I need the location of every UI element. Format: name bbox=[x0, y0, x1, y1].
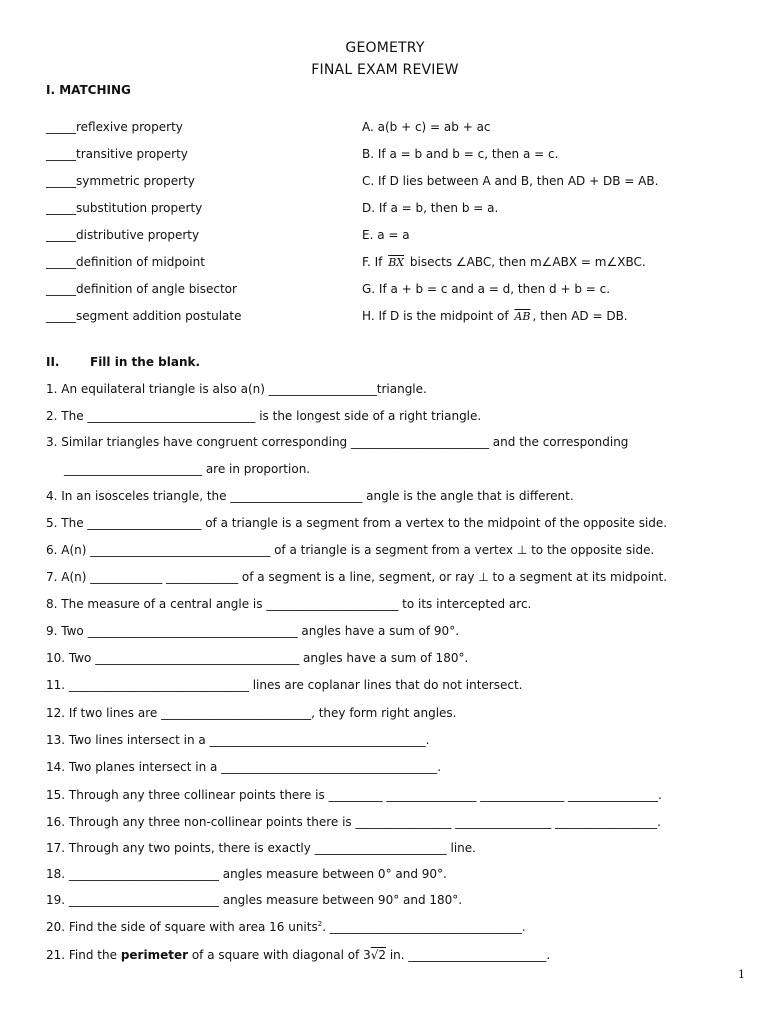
statement-text: F. If bbox=[362, 255, 387, 269]
question-line: 10. Two __________________________________ angles have a sum of 180°. bbox=[46, 651, 469, 665]
statement-text: bisects ∠ABC, then m∠ABX = m∠XBC. bbox=[406, 255, 646, 269]
question-20 bbox=[46, 920, 526, 934]
question-21-text: 21. Find the bbox=[46, 948, 121, 962]
question-20-text: 20. Find the side of square with area 16 units bbox=[46, 920, 318, 934]
matching-row bbox=[46, 228, 746, 246]
matching-row bbox=[46, 120, 746, 138]
question-line: 17. Through any two points, there is exactly ______________________ line. bbox=[46, 841, 476, 855]
matching-row bbox=[46, 201, 746, 219]
question-line: 7. A(n) ____________ ____________ of a segment is a line, segment, or ray ⊥ to a segment at its midpoint. bbox=[46, 570, 668, 584]
question-line: 5. The ___________________ of a triangle is a segment from a vertex to the midpoint of the opposite side. bbox=[46, 516, 668, 530]
fill-in-title: Fill in the blank. bbox=[90, 355, 201, 369]
question-line: 11. ______________________________ lines are coplanar lines that do not intersect. bbox=[46, 678, 523, 692]
question-line: 1. An equilateral triangle is also a(n) __________________triangle. bbox=[46, 382, 427, 396]
matching-term: _____transitive property bbox=[46, 147, 188, 161]
matching-statement bbox=[362, 309, 628, 323]
question-line: 19. _________________________ angles measure between 90° and 180°. bbox=[46, 893, 463, 907]
matching-statement: G. If a + b = c and a = d, then d + b = c. bbox=[362, 282, 611, 296]
question-21-mid: of a square with diagonal of 3 bbox=[188, 948, 371, 962]
question-line: 15. Through any three collinear points there is _________ _______________ ______________ _______________. bbox=[46, 788, 662, 802]
question-line: 9. Two ___________________________________ angles have a sum of 90°. bbox=[46, 624, 460, 638]
fill-in-heading bbox=[46, 355, 200, 369]
question-line: 13. Two lines intersect in a ____________________________________. bbox=[46, 733, 430, 747]
question-line: _______________________ are in proportion. bbox=[64, 462, 311, 476]
matching-row bbox=[46, 282, 746, 300]
question-20-blank: . ________________________________. bbox=[322, 920, 526, 934]
question-line: 12. If two lines are _________________________, they form right angles. bbox=[46, 706, 457, 720]
matching-statement: E. a = a bbox=[362, 228, 410, 242]
radical: √2 bbox=[370, 948, 387, 962]
matching-statement: A. a(b + c) = ab + ac bbox=[362, 120, 491, 134]
segment-symbol: $\overline{AB}$ bbox=[514, 310, 531, 323]
title-line-2: FINAL EXAM REVIEW bbox=[311, 62, 459, 78]
matching-row bbox=[46, 309, 746, 327]
question-line: 6. A(n) ______________________________ of a triangle is a segment from a vertex ⊥ to the opposite side. bbox=[46, 543, 655, 557]
question-21-emphasis: perimeter bbox=[120, 948, 189, 962]
matching-term: _____reflexive property bbox=[46, 120, 183, 134]
question-line: 14. Two planes intersect in a ____________________________________. bbox=[46, 760, 442, 774]
matching-row bbox=[46, 174, 746, 192]
matching-term: _____distributive property bbox=[46, 228, 200, 242]
matching-statement: D. If a = b, then b = a. bbox=[362, 201, 499, 215]
statement-text: H. If D is the midpoint of bbox=[362, 309, 513, 323]
question-line: 3. Similar triangles have congruent corresponding _______________________ and the corresponding bbox=[46, 435, 629, 449]
matching-statement: C. If D lies between A and B, then AD + DB = AB. bbox=[362, 174, 659, 188]
matching-statement: B. If a = b and b = c, then a = c. bbox=[362, 147, 559, 161]
question-line: 2. The ____________________________ is the longest side of a right triangle. bbox=[46, 409, 482, 423]
matching-term: _____substitution property bbox=[46, 201, 203, 215]
question-line: 8. The measure of a central angle is ______________________ to its intercepted arc. bbox=[46, 597, 532, 611]
matching-heading: I. MATCHING bbox=[46, 83, 131, 97]
question-21-blank: in. _______________________. bbox=[386, 948, 551, 962]
title-line-1: GEOMETRY bbox=[345, 40, 425, 56]
matching-row bbox=[46, 255, 746, 273]
page-number: 1 bbox=[738, 968, 745, 981]
matching-term: _____definition of midpoint bbox=[46, 255, 205, 269]
matching-statement bbox=[362, 255, 646, 269]
matching-term: _____segment addition postulate bbox=[46, 309, 242, 323]
units-exponent: 2 bbox=[317, 920, 323, 928]
fill-in-label: II. bbox=[46, 355, 60, 369]
statement-text: , then AD = DB. bbox=[532, 309, 628, 323]
question-line: 4. In an isosceles triangle, the ______________________ angle is the angle that is different. bbox=[46, 489, 574, 503]
matching-term: _____definition of angle bisector bbox=[46, 282, 237, 296]
matching-term: _____symmetric property bbox=[46, 174, 195, 188]
segment-symbol: $\overline{BX}$ bbox=[388, 256, 405, 269]
question-line: 18. _________________________ angles measure between 0° and 90°. bbox=[46, 867, 447, 881]
question-line: 16. Through any three non-collinear points there is ________________ ________________ _________________. bbox=[46, 815, 661, 829]
question-21 bbox=[46, 948, 550, 962]
matching-row bbox=[46, 147, 746, 165]
